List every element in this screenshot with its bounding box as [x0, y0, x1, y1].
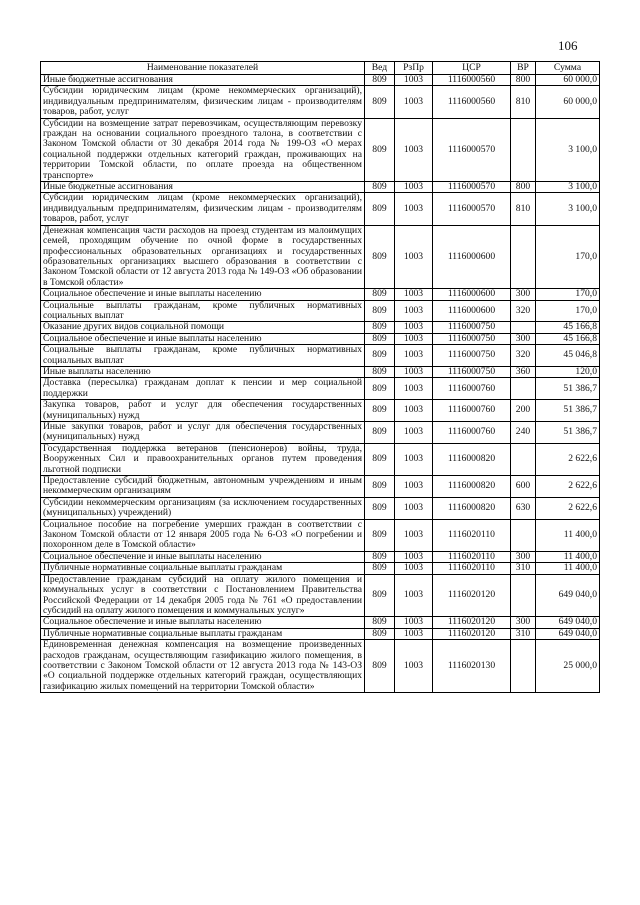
table-row: [41, 551, 600, 562]
cell-rzpr: 1003: [395, 443, 433, 475]
cell-csr: 1116000760: [433, 378, 511, 400]
cell-vr: 600: [511, 476, 536, 498]
cell-sum: 170,0: [536, 300, 600, 322]
cell-name: Социальное обеспечение и иные выплаты населению: [41, 333, 365, 344]
cell-name: Иные закупки товаров, работ и услуг для обеспечения государственных (муниципальных) нужд: [41, 422, 365, 444]
cell-sum: 11 400,0: [536, 551, 600, 562]
cell-sum: 170,0: [536, 289, 600, 300]
table-row: [41, 366, 600, 377]
cell-ved: 809: [365, 345, 395, 367]
cell-ved: 809: [365, 551, 395, 562]
cell-vr: 300: [511, 617, 536, 628]
cell-vr: [511, 640, 536, 693]
table-row: [41, 640, 600, 693]
table-row: [41, 476, 600, 498]
budget-table: [40, 61, 600, 693]
cell-sum: 2 622,6: [536, 476, 600, 498]
cell-csr: 1116020110: [433, 563, 511, 574]
cell-rzpr: 1003: [395, 118, 433, 181]
cell-name: Предоставление гражданам субсидий на оплату жилого помещения и коммунальных услуг в соответствии с Постановлением Правительства Российской Федерации от 14 декабря 2005 года № 761 «О предоставлении субсидий на оплату жилого помещения и коммунальных услуг»: [41, 574, 365, 617]
cell-rzpr: 1003: [395, 551, 433, 562]
table-row: [41, 574, 600, 617]
cell-sum: 60 000,0: [536, 75, 600, 86]
cell-vr: 310: [511, 628, 536, 639]
cell-ved: 809: [365, 400, 395, 422]
cell-rzpr: 1003: [395, 378, 433, 400]
header-rzpr: РзПр: [395, 62, 433, 75]
cell-sum: 3 100,0: [536, 182, 600, 193]
table-header-row: [41, 62, 600, 75]
cell-vr: 310: [511, 563, 536, 574]
cell-name: Предоставление субсидий бюджетным, автономным учреждениям и иным некоммерческим организациям: [41, 476, 365, 498]
cell-ved: 809: [365, 443, 395, 475]
cell-name: Социальное пособие на погребение умерших граждан в соответствии с Законом Томской области от 12 января 2005 года № 6-ОЗ «О погребении и похоронном деле в Томской области»: [41, 519, 365, 551]
cell-ved: 809: [365, 640, 395, 693]
cell-rzpr: 1003: [395, 300, 433, 322]
cell-ved: 809: [365, 563, 395, 574]
table-row: [41, 300, 600, 322]
cell-sum: 170,0: [536, 225, 600, 288]
cell-csr: 1116000750: [433, 333, 511, 344]
cell-rzpr: 1003: [395, 497, 433, 519]
cell-rzpr: 1003: [395, 640, 433, 693]
cell-csr: 1116020110: [433, 551, 511, 562]
header-sum: Сумма: [536, 62, 600, 75]
cell-sum: 45 166,8: [536, 333, 600, 344]
cell-vr: 810: [511, 86, 536, 118]
cell-rzpr: 1003: [395, 225, 433, 288]
page-number: 106: [558, 38, 578, 53]
cell-sum: 2 622,6: [536, 497, 600, 519]
cell-name: Доставка (пересылка) гражданам доплат к пенсии и мер социальной поддержки: [41, 378, 365, 400]
cell-name: Оказание других видов социальной помощи: [41, 322, 365, 333]
cell-csr: 1116000560: [433, 75, 511, 86]
cell-csr: 1116020120: [433, 628, 511, 639]
table-row: [41, 75, 600, 86]
cell-ved: 809: [365, 519, 395, 551]
cell-name: Публичные нормативные социальные выплаты гражданам: [41, 563, 365, 574]
cell-vr: 200: [511, 400, 536, 422]
cell-ved: 809: [365, 333, 395, 344]
table-row: [41, 617, 600, 628]
cell-sum: 649 040,0: [536, 628, 600, 639]
cell-ved: 809: [365, 225, 395, 288]
cell-csr: 1116000820: [433, 443, 511, 475]
cell-vr: 360: [511, 366, 536, 377]
cell-ved: 809: [365, 378, 395, 400]
cell-rzpr: 1003: [395, 182, 433, 193]
cell-rzpr: 1003: [395, 476, 433, 498]
table-row: [41, 118, 600, 181]
cell-ved: 809: [365, 118, 395, 181]
table-row: [41, 563, 600, 574]
cell-name: Денежная компенсация части расходов на проезд студентам из малоимущих семей, проходящим обучение по очной форме в государственных профессиональных образовательных организациях и государственных образовательных организациях высшего образования в соответствии с Законом Томской области от 12 августа 2013 года № 149-ОЗ «Об образовании в Томской области»: [41, 225, 365, 288]
cell-ved: 809: [365, 86, 395, 118]
cell-csr: 1116000570: [433, 182, 511, 193]
table-row: [41, 422, 600, 444]
table-row: [41, 345, 600, 367]
cell-csr: 1116000820: [433, 476, 511, 498]
cell-name: Социальное обеспечение и иные выплаты населению: [41, 289, 365, 300]
cell-rzpr: 1003: [395, 75, 433, 86]
cell-sum: 649 040,0: [536, 617, 600, 628]
cell-vr: [511, 378, 536, 400]
cell-name: Государственная поддержка ветеранов (пенсионеров) войны, труда, Вооруженных Сил и правоохранительных органов путем проведения льготной подписки: [41, 443, 365, 475]
cell-sum: 51 386,7: [536, 400, 600, 422]
cell-vr: 240: [511, 422, 536, 444]
cell-name: Иные бюджетные ассигнования: [41, 182, 365, 193]
cell-rzpr: 1003: [395, 519, 433, 551]
cell-csr: 1116000750: [433, 345, 511, 367]
table-row: [41, 628, 600, 639]
cell-vr: 810: [511, 193, 536, 225]
cell-rzpr: 1003: [395, 563, 433, 574]
cell-sum: 45 166,8: [536, 322, 600, 333]
cell-ved: 809: [365, 497, 395, 519]
cell-vr: [511, 322, 536, 333]
cell-sum: 3 100,0: [536, 193, 600, 225]
cell-vr: 300: [511, 333, 536, 344]
table-row: [41, 519, 600, 551]
cell-sum: 51 386,7: [536, 378, 600, 400]
cell-csr: 1116020120: [433, 617, 511, 628]
table-row: [41, 182, 600, 193]
cell-vr: 320: [511, 345, 536, 367]
header-name: Наименование показателей: [41, 62, 365, 75]
cell-csr: 1116000600: [433, 289, 511, 300]
cell-name: Иные бюджетные ассигнования: [41, 75, 365, 86]
cell-csr: 1116000570: [433, 193, 511, 225]
cell-csr: 1116000760: [433, 422, 511, 444]
cell-rzpr: 1003: [395, 345, 433, 367]
cell-csr: 1116000750: [433, 322, 511, 333]
cell-vr: 800: [511, 75, 536, 86]
cell-rzpr: 1003: [395, 86, 433, 118]
cell-sum: 11 400,0: [536, 563, 600, 574]
table-row: [41, 400, 600, 422]
table-row: [41, 497, 600, 519]
cell-sum: 649 040,0: [536, 574, 600, 617]
cell-ved: 809: [365, 182, 395, 193]
cell-ved: 809: [365, 300, 395, 322]
cell-ved: 809: [365, 476, 395, 498]
cell-name: Субсидии юридическим лицам (кроме некоммерческих организаций), индивидуальным предпринимателям, физическим лицам - производителям товаров, работ, услуг: [41, 193, 365, 225]
cell-vr: 800: [511, 182, 536, 193]
cell-rzpr: 1003: [395, 193, 433, 225]
cell-ved: 809: [365, 289, 395, 300]
cell-sum: 3 100,0: [536, 118, 600, 181]
cell-rzpr: 1003: [395, 628, 433, 639]
cell-name: Субсидии на возмещение затрат перевозчикам, осуществляющим перевозку граждан на основании социального проездного талона, в соответствии с Законом Томской области от 30 декабря 2014 года № 199-ОЗ «О мерах социальной поддержки отдельных категорий граждан, проживающих на территории Томской области, по оплате проезда на общественном транспорте»: [41, 118, 365, 181]
cell-vr: 320: [511, 300, 536, 322]
cell-rzpr: 1003: [395, 333, 433, 344]
cell-csr: 1116000760: [433, 400, 511, 422]
cell-ved: 809: [365, 193, 395, 225]
cell-rzpr: 1003: [395, 322, 433, 333]
cell-sum: 60 000,0: [536, 86, 600, 118]
cell-sum: 45 046,8: [536, 345, 600, 367]
cell-vr: [511, 225, 536, 288]
table-row: [41, 378, 600, 400]
cell-csr: 1116000750: [433, 366, 511, 377]
cell-sum: 51 386,7: [536, 422, 600, 444]
cell-ved: 809: [365, 422, 395, 444]
cell-rzpr: 1003: [395, 400, 433, 422]
cell-csr: 1116000570: [433, 118, 511, 181]
cell-ved: 809: [365, 628, 395, 639]
cell-csr: 1116020120: [433, 574, 511, 617]
cell-name: Публичные нормативные социальные выплаты гражданам: [41, 628, 365, 639]
cell-sum: 120,0: [536, 366, 600, 377]
cell-name: Субсидии некоммерческим организациям (за исключением государственных (муниципальных) учреждений): [41, 497, 365, 519]
cell-ved: 809: [365, 75, 395, 86]
cell-vr: [511, 443, 536, 475]
cell-sum: 25 000,0: [536, 640, 600, 693]
cell-name: Субсидии юридическим лицам (кроме некоммерческих организаций), индивидуальным предпринимателям, физическим лицам - производителям товаров, работ, услуг: [41, 86, 365, 118]
cell-rzpr: 1003: [395, 366, 433, 377]
cell-name: Иные выплаты населению: [41, 366, 365, 377]
cell-name: Социальные выплаты гражданам, кроме публичных нормативных социальных выплат: [41, 300, 365, 322]
table-row: [41, 322, 600, 333]
cell-name: Социальные выплаты гражданам, кроме публичных нормативных социальных выплат: [41, 345, 365, 367]
cell-ved: 809: [365, 617, 395, 628]
header-vr: ВР: [511, 62, 536, 75]
table-row: [41, 193, 600, 225]
cell-sum: 2 622,6: [536, 443, 600, 475]
cell-vr: [511, 574, 536, 617]
cell-ved: 809: [365, 322, 395, 333]
cell-name: Закупка товаров, работ и услуг для обеспечения государственных (муниципальных) нужд: [41, 400, 365, 422]
cell-rzpr: 1003: [395, 422, 433, 444]
cell-vr: [511, 519, 536, 551]
cell-vr: [511, 118, 536, 181]
cell-csr: 1116000820: [433, 497, 511, 519]
cell-name: Единовременная денежная компенсация на возмещение произведенных расходов гражданам, осуществляющим газификацию жилого помещения, в соответствии с Законом Томской области от 12 августа 2013 года № 143-ОЗ «О социальной поддержке отдельных категорий граждан, осуществляющих газификацию жилых помещений на территории Томской области»: [41, 640, 365, 693]
cell-csr: 1116000600: [433, 225, 511, 288]
cell-rzpr: 1003: [395, 617, 433, 628]
cell-name: Социальное обеспечение и иные выплаты населению: [41, 551, 365, 562]
cell-vr: 300: [511, 289, 536, 300]
cell-csr: 1116020130: [433, 640, 511, 693]
cell-ved: 809: [365, 574, 395, 617]
header-ved: Вед: [365, 62, 395, 75]
table-row: [41, 443, 600, 475]
cell-sum: 11 400,0: [536, 519, 600, 551]
cell-csr: 1116000560: [433, 86, 511, 118]
cell-ved: 809: [365, 366, 395, 377]
cell-rzpr: 1003: [395, 574, 433, 617]
cell-vr: 300: [511, 551, 536, 562]
table-row: [41, 333, 600, 344]
table-row: [41, 86, 600, 118]
cell-rzpr: 1003: [395, 289, 433, 300]
cell-csr: 1116000600: [433, 300, 511, 322]
header-csr: ЦСР: [433, 62, 511, 75]
table-row: [41, 225, 600, 288]
cell-name: Социальное обеспечение и иные выплаты населению: [41, 617, 365, 628]
cell-csr: 1116020110: [433, 519, 511, 551]
table-row: [41, 289, 600, 300]
cell-vr: 630: [511, 497, 536, 519]
